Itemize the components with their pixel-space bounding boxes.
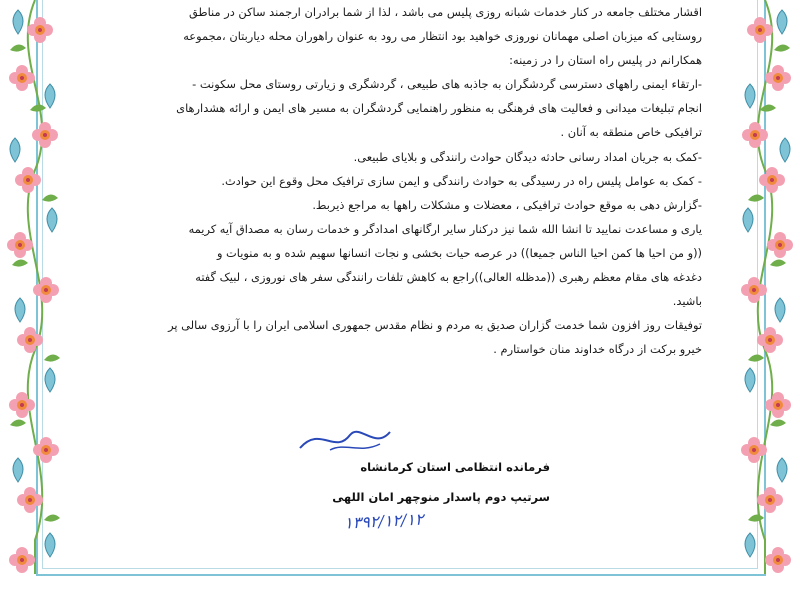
letter-line: -گزارش دهی به موقع حوادث ترافیکی ، معضلات و مشکلات راهها به مراجع ذیربط. [312, 197, 702, 212]
letter-line: -کمک به جریان امداد رسانی حادثه دیدگان حوادث رانندگی و بلایای طبیعی. [353, 149, 702, 164]
letter-line: یاری و مساعدت نمایید تا انشا الله شما نیز درکنار سایر ارگانهای امدادگر و خدمات رسان به مصداق آیه کریمه [188, 221, 702, 236]
letter-body [108, 0, 702, 440]
letter-line: انجام تبلیغات میدانی و فعالیت های فرهنگی به منظور راهنمایی گردشگران به مسیر های ایمن و ارائه هشدارهای [176, 101, 702, 116]
signatory-name: سرتیپ دوم پاسدار منوچهر امان اللهی [332, 490, 550, 504]
letter-line: توفیقات روز افزون شما خدمت گزاران صدیق به مردم و نظام مقدس جمهوری اسلامی ایران را با آرزوی سالی پر [168, 318, 702, 333]
signature-block [250, 452, 550, 512]
letter-line: باشید. [672, 294, 702, 309]
right-floral-border [730, 0, 800, 574]
letter-line: خیرو برکت از درگاه خداوند منان خواستارم . [493, 342, 702, 357]
letter-line: دغدغه های مقام معظم رهبری ((مدظله العالی))راجع به کاهش تلفات رانندگی سفر های نوروزی ، لبیک گفته [195, 270, 702, 285]
letter-line: همکارانم در پلیس راه استان را در زمینه: [509, 53, 702, 68]
letter-line: -ارتقاء ایمنی راههای دسترسی گردشگران به جاذبه های طبیعی ، گردشگری و زیارتی روستای محل سکونت - [192, 77, 702, 92]
handwritten-date: ۱۳۹۲/۱۲/۱۲ [343, 509, 425, 533]
letter-line: - کمک به عوامل پلیس راه در رسیدگی به حوادث رانندگی و ایمن سازی ترافیک محل وقوع این حوادث. [221, 173, 702, 188]
left-floral-border [0, 0, 70, 574]
letter-line: ((و من احیا ها کمن احیا الناس جمیعا)) در عرصه حیات بخشی و نجات انسانها سهیم شده و به منویات و [216, 245, 702, 260]
letter-line: روستایی که میزبان اصلی مهمانان نوروزی خواهید بود انتظار می رود به عنوان راهوران محله دیاربتان ،مجموعه [183, 29, 702, 44]
handwritten-signature [290, 420, 410, 460]
signatory-title: فرمانده انتظامی استان کرمانشاه [360, 460, 550, 474]
letter-line: اقشار مختلف جامعه در کنار خدمات شبانه روزی پلیس می باشد ، لذا از شما برادران ارجمند ساکن در مناطق [189, 5, 702, 19]
letter-line: ترافیکی خاص منطقه به آنان . [560, 125, 702, 140]
